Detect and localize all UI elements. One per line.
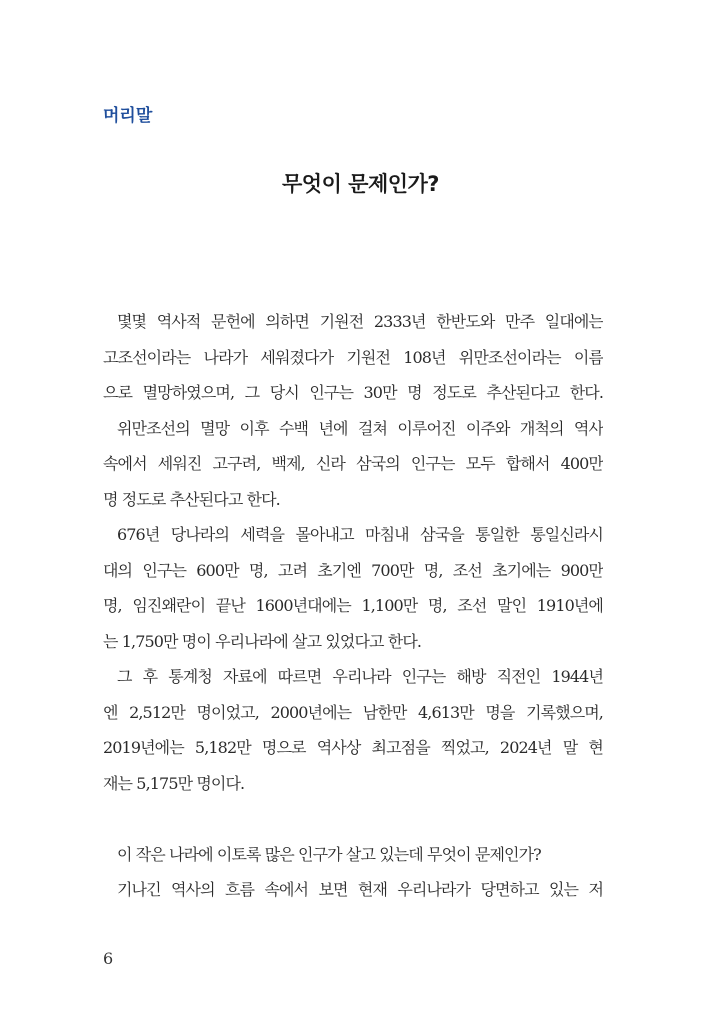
- paragraph-1: [103, 304, 603, 411]
- page-number: 6: [103, 949, 114, 968]
- text-line: 속에서 세워진 고구려, 백제, 신라 삼국의 인구는 모두 합해서 400만: [103, 454, 603, 473]
- text-line: 엔 2,512만 명이었고, 2000년에는 남한만 4,613만 명을 기록했으며,: [103, 702, 603, 722]
- text-line: 676년 당나라의 세력을 몰아내고 마침내 삼국을 통일한 통일신라시: [117, 525, 603, 544]
- text-line: 위만조선의 멸망 이후 수백 년에 걸쳐 이루어진 이주와 개척의 역사: [117, 418, 603, 438]
- paragraph-4: [103, 659, 603, 801]
- text-line: 몇몇 역사적 문헌에 의하면 기원전 2333년 한반도와 만주 일대에는: [117, 312, 603, 331]
- body-text: [103, 304, 603, 908]
- paragraph-2: [103, 411, 603, 518]
- text-line: 명 정도로 추산된다고 한다.: [103, 489, 280, 509]
- text-line: 으로 멸망하였으며, 그 당시 인구는 30만 명 정도로 추산된다고 한다.: [103, 383, 603, 402]
- text-line: 그 후 통계청 자료에 따르면 우리나라 인구는 해방 직전인 1944년: [117, 667, 603, 686]
- paragraph-6: [103, 872, 603, 908]
- text-line: 고조선이라는 나라가 세워졌다가 기원전 108년 위만조선이라는 이름: [103, 347, 603, 367]
- paragraph-5: [103, 837, 603, 873]
- text-line: 재는 5,175만 명이다.: [103, 773, 245, 793]
- text-line: 대의 인구는 600만 명, 고려 초기엔 700만 명, 조선 초기에는 900만: [103, 560, 603, 580]
- page-title: 무엇이 문제인가?: [282, 172, 439, 196]
- paragraph-3: [103, 517, 603, 659]
- paragraph-gap: [103, 801, 603, 837]
- text-line: 이 작은 나라에 이토록 많은 인구가 살고 있는데 무엇이 문제인가?: [117, 844, 541, 864]
- text-line: 2019년에는 5,182만 명으로 역사상 최고점을 찍었고, 2024년 말 현: [103, 738, 603, 757]
- text-line: 는 1,750만 명이 우리나라에 살고 있었다고 한다.: [103, 631, 422, 651]
- text-line: 명, 임진왜란이 끝난 1600년대에는 1,100만 명, 조선 말인 1910년에: [103, 596, 603, 615]
- section-label: 머리말: [103, 106, 153, 126]
- text-line: 기나긴 역사의 흐름 속에서 보면 현재 우리나라가 당면하고 있는 저: [117, 880, 603, 899]
